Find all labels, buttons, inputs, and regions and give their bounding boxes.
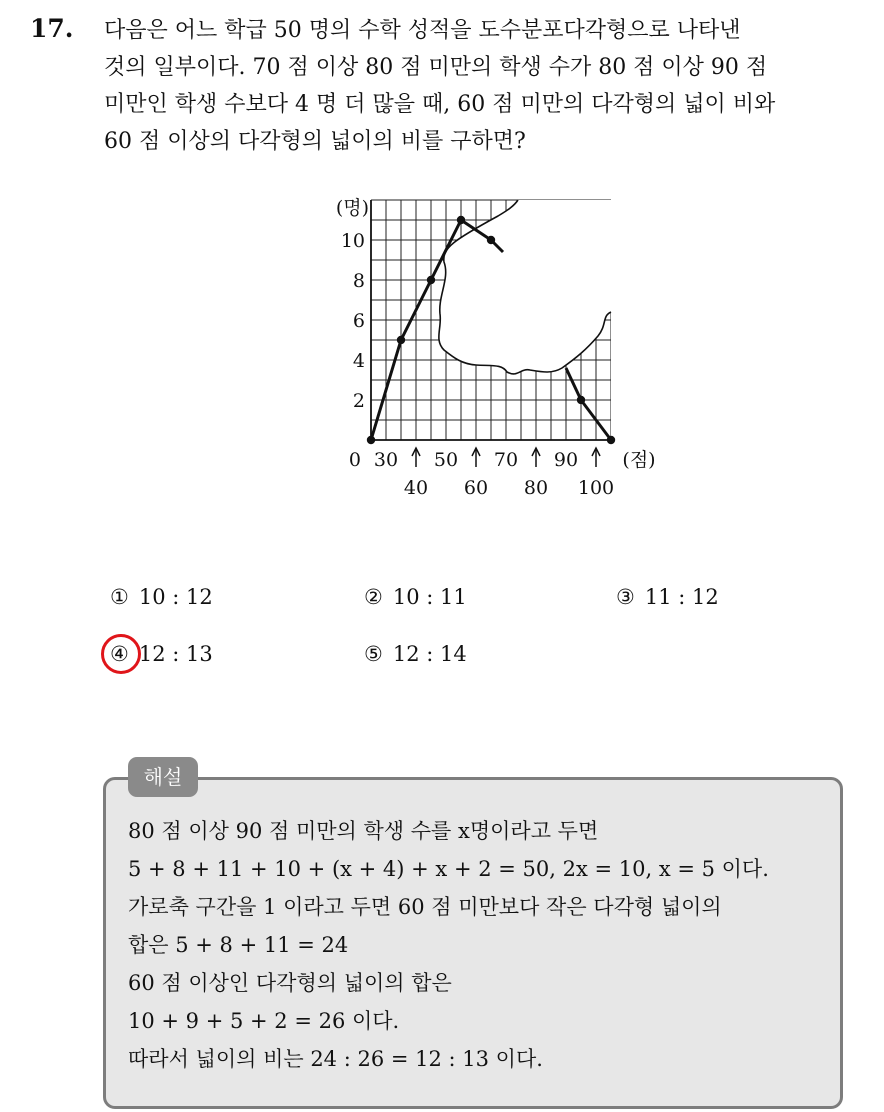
question-line: 60 점 이상의 다각형의 넓이의 비를 구하면? — [104, 129, 526, 154]
x-tick-label: 70 — [493, 449, 519, 471]
choice-1[interactable] — [110, 585, 213, 609]
question-line: 미만인 학생 수보다 4 명 더 많을 때, 60 점 미만의 다각형의 넓이 비와 — [104, 92, 776, 117]
solution-line: 가로축 구간을 1 이라고 두면 60 점 미만보다 작은 다각형 넓이의 — [128, 895, 722, 919]
y-tick-label: 6 — [352, 310, 365, 332]
question-number: 17. — [30, 14, 74, 43]
solution-line: 60 점 이상인 다각형의 넓이의 합은 — [128, 971, 452, 995]
choice-text: 11 : 12 — [644, 585, 719, 609]
choice-mark: ① — [110, 585, 129, 609]
data-point — [367, 436, 375, 444]
polygon-segment — [566, 368, 581, 400]
solution-line: 합은 5 + 8 + 11 = 24 — [128, 933, 349, 957]
y-tick-label: 0 — [348, 449, 361, 471]
choice-mark: ③ — [616, 585, 635, 609]
choice-mark: ⑤ — [364, 642, 383, 666]
y-tick-label: 8 — [352, 270, 365, 292]
y-tick-label: 4 — [352, 350, 365, 372]
question-line: 다음은 어느 학급 50 명의 수학 성적을 도수분포다각형으로 나타낸 — [104, 18, 741, 43]
data-point — [577, 396, 585, 404]
y-axis-label: (명) — [335, 197, 369, 219]
choice-3[interactable] — [616, 585, 719, 609]
x-tick-label: 80 — [523, 477, 549, 499]
question-line: 것의 일부이다. 70 점 이상 80 점 미만의 학생 수가 80 점 이상 90 점 — [104, 55, 768, 80]
choice-5[interactable] — [364, 642, 467, 666]
solution-line: 80 점 이상 90 점 미만의 학생 수를 x명이라고 두면 — [128, 819, 599, 843]
solution-text — [128, 812, 769, 1078]
x-tick-label: 60 — [463, 477, 489, 499]
choice-mark: ④ — [110, 642, 129, 666]
data-point — [607, 436, 615, 444]
frequency-polygon-chart — [326, 190, 656, 510]
choice-text: 10 : 11 — [392, 585, 467, 609]
x-tick-label: 40 — [403, 477, 429, 499]
x-axis-label: (점) — [622, 449, 656, 471]
x-tick-label: 50 — [433, 449, 459, 471]
x-tick-label: 100 — [577, 477, 615, 499]
choice-2[interactable] — [364, 585, 467, 609]
solution-tab: 해설 — [128, 757, 198, 797]
choice-text: 12 : 13 — [138, 642, 213, 666]
choice-text: 10 : 12 — [138, 585, 213, 609]
y-tick-label: 10 — [340, 230, 365, 252]
choice-text: 12 : 14 — [392, 642, 467, 666]
data-point — [397, 336, 405, 344]
data-point — [427, 276, 435, 284]
choice-mark: ② — [364, 585, 383, 609]
y-tick-label: 2 — [352, 390, 365, 412]
solution-line: 10 + 9 + 5 + 2 = 26 이다. — [128, 1009, 400, 1033]
x-tick-label: 30 — [373, 449, 399, 471]
question-text — [104, 12, 864, 160]
data-point — [487, 236, 495, 244]
solution-line: 5 + 8 + 11 + 10 + (x + 4) + x + 2 = 50, 2x = 10, x = 5 이다. — [128, 857, 769, 881]
data-point — [457, 216, 465, 224]
x-tick-label: 90 — [553, 449, 579, 471]
answer-circle-icon — [101, 634, 141, 674]
solution-line: 따라서 넓이의 비는 24 : 26 = 12 : 13 이다. — [128, 1047, 543, 1071]
